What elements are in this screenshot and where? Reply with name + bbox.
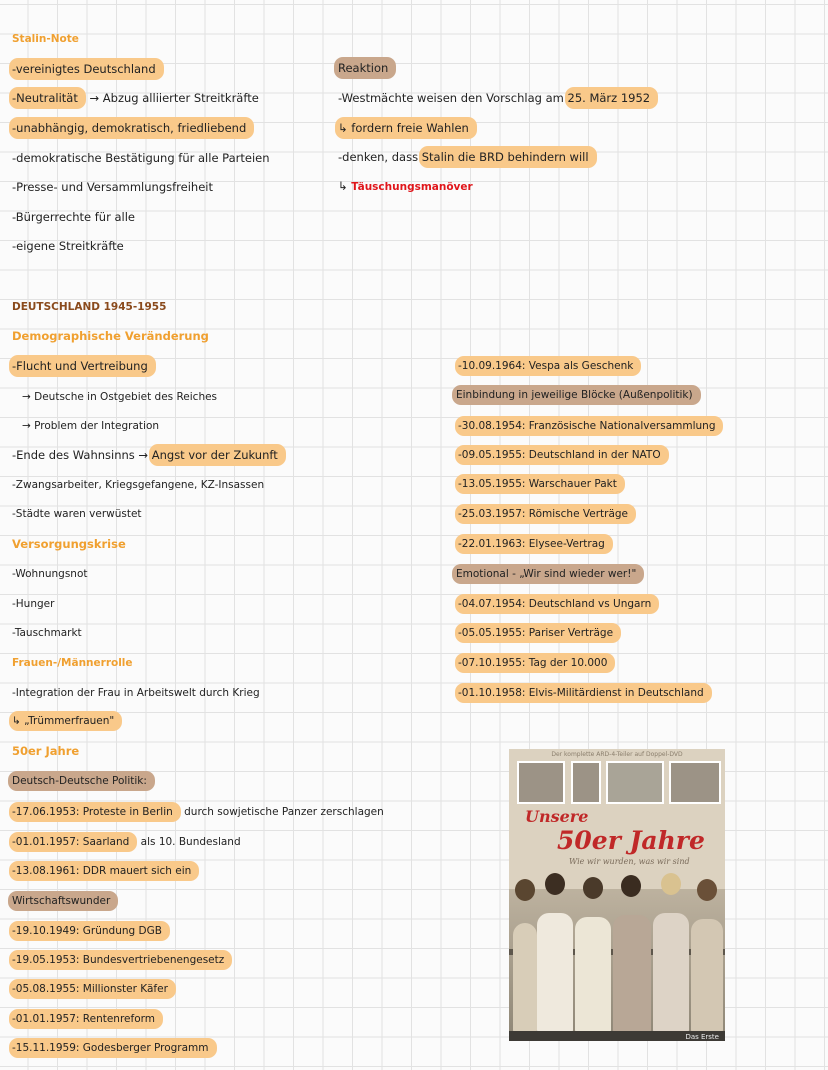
bloc-item: -25.03.1957: Römische Verträge <box>458 509 636 520</box>
fifties-heading: 50er Jahre <box>12 744 80 758</box>
poster-title-2: 50er Jahre <box>557 826 705 855</box>
supply-item: -Wohnungsnot <box>12 568 88 580</box>
reaction-item: ↳ fordern freie Wahlen <box>338 123 477 135</box>
supply-heading: Versorgungskrise <box>12 537 126 551</box>
right-item: -10.09.1964: Vespa als Geschenk <box>458 361 641 372</box>
emotional-item: -07.10.1955: Tag der 10.000 <box>458 658 615 669</box>
dvd-cover-image <box>509 749 725 1041</box>
bloc-item: -30.08.1954: Französische Nationalversammlung <box>458 421 723 432</box>
politics-item: -13.08.1961: DDR mauert sich ein <box>12 866 199 877</box>
poster-photo <box>571 761 601 804</box>
stalin-note-title: Stalin-Note <box>12 33 79 45</box>
economy-item: -05.08.1955: Millionster Käfer <box>12 984 176 995</box>
poster-photo <box>606 761 664 804</box>
supply-item: -Tauschmarkt <box>12 627 82 639</box>
bloc-item: -22.01.1963: Elysee-Vertrag <box>458 539 613 550</box>
demography-item: → Deutsche in Ostgebiet des Reiches <box>22 391 218 403</box>
poster-toptext: Der komplette ARD-4-Teiler auf Doppel-DVD <box>551 751 683 758</box>
note-item: -Neutralität → Abzug alliierter Streitkräfte <box>12 93 259 105</box>
reaction-item: -denken, dass Stalin die BRD behindern will <box>338 152 597 164</box>
emotional-item: -04.07.1954: Deutschland vs Ungarn <box>458 599 659 610</box>
poster-subtitle: Wie wir wurden, was wir sind <box>569 857 690 866</box>
demography-item: -Flucht und Vertreibung <box>12 361 156 373</box>
economy-item: -19.10.1949: Gründung DGB <box>12 926 170 937</box>
poster-title-1: Unsere <box>525 807 589 826</box>
demography-heading: Demographische Veränderung <box>12 329 209 343</box>
bloc-item: -09.05.1955: Deutschland in der NATO <box>458 450 669 461</box>
note-item: -Presse- und Versammlungsfreiheit <box>12 180 213 194</box>
emotional-label: Emotional - „Wir sind wieder wer!" <box>456 569 644 580</box>
note-item: -demokratische Bestätigung für alle Parteien <box>12 151 270 165</box>
roles-item: -Integration der Frau in Arbeitswelt durch Krieg <box>12 687 260 699</box>
politics-item: -17.06.1953: Proteste in Berlin durch sowjetische Panzer zerschlagen <box>12 807 384 818</box>
reaction-label: Reaktion <box>338 63 396 75</box>
section-title: DEUTSCHLAND 1945-1955 <box>12 301 167 313</box>
note-item: -vereinigtes Deutschland <box>12 64 164 76</box>
economy-label: Wirtschaftswunder <box>12 896 118 907</box>
emotional-item: -05.05.1955: Pariser Verträge <box>458 628 621 639</box>
bloc-label: Einbindung in jeweilige Blöcke (Außenpolitik) <box>456 390 701 401</box>
reaction-item: -Westmächte weisen den Vorschlag am 25. März 1952 <box>338 93 658 105</box>
demography-item: → Problem der Integration <box>22 420 160 432</box>
demography-item: -Ende des Wahnsinns → Angst vor der Zukunft <box>12 450 286 462</box>
demography-item: -Städte waren verwüstet <box>12 508 142 520</box>
emotional-item: -01.10.1958: Elvis-Militärdienst in Deutschland <box>458 688 712 699</box>
roles-item: ↳ „Trümmerfrauen" <box>12 716 122 727</box>
poster-photo <box>517 761 565 804</box>
poster-photo <box>669 761 721 804</box>
roles-heading: Frauen-/Männerrolle <box>12 657 133 669</box>
politics-label: Deutsch-Deutsche Politik: <box>12 776 155 787</box>
economy-item: -15.11.1959: Godesberger Programm <box>12 1043 217 1054</box>
bloc-item: -13.05.1955: Warschauer Pakt <box>458 479 625 490</box>
politics-item: -01.01.1957: Saarland als 10. Bundesland <box>12 837 241 848</box>
demography-item: -Zwangsarbeiter, Kriegsgefangene, KZ-Insassen <box>12 479 265 491</box>
supply-item: -Hunger <box>12 598 55 610</box>
economy-item: -19.05.1953: Bundesvertriebenengesetz <box>12 955 232 966</box>
note-item: -eigene Streitkräfte <box>12 239 124 253</box>
note-item: -Bürgerrechte für alle <box>12 210 135 224</box>
reaction-item: ↳ Täuschungsmanöver <box>338 179 473 193</box>
note-item: -unabhängig, demokratisch, friedliebend <box>12 123 254 135</box>
economy-item: -01.01.1957: Rentenreform <box>12 1014 163 1025</box>
poster-logo: Das Erste <box>685 1033 719 1041</box>
